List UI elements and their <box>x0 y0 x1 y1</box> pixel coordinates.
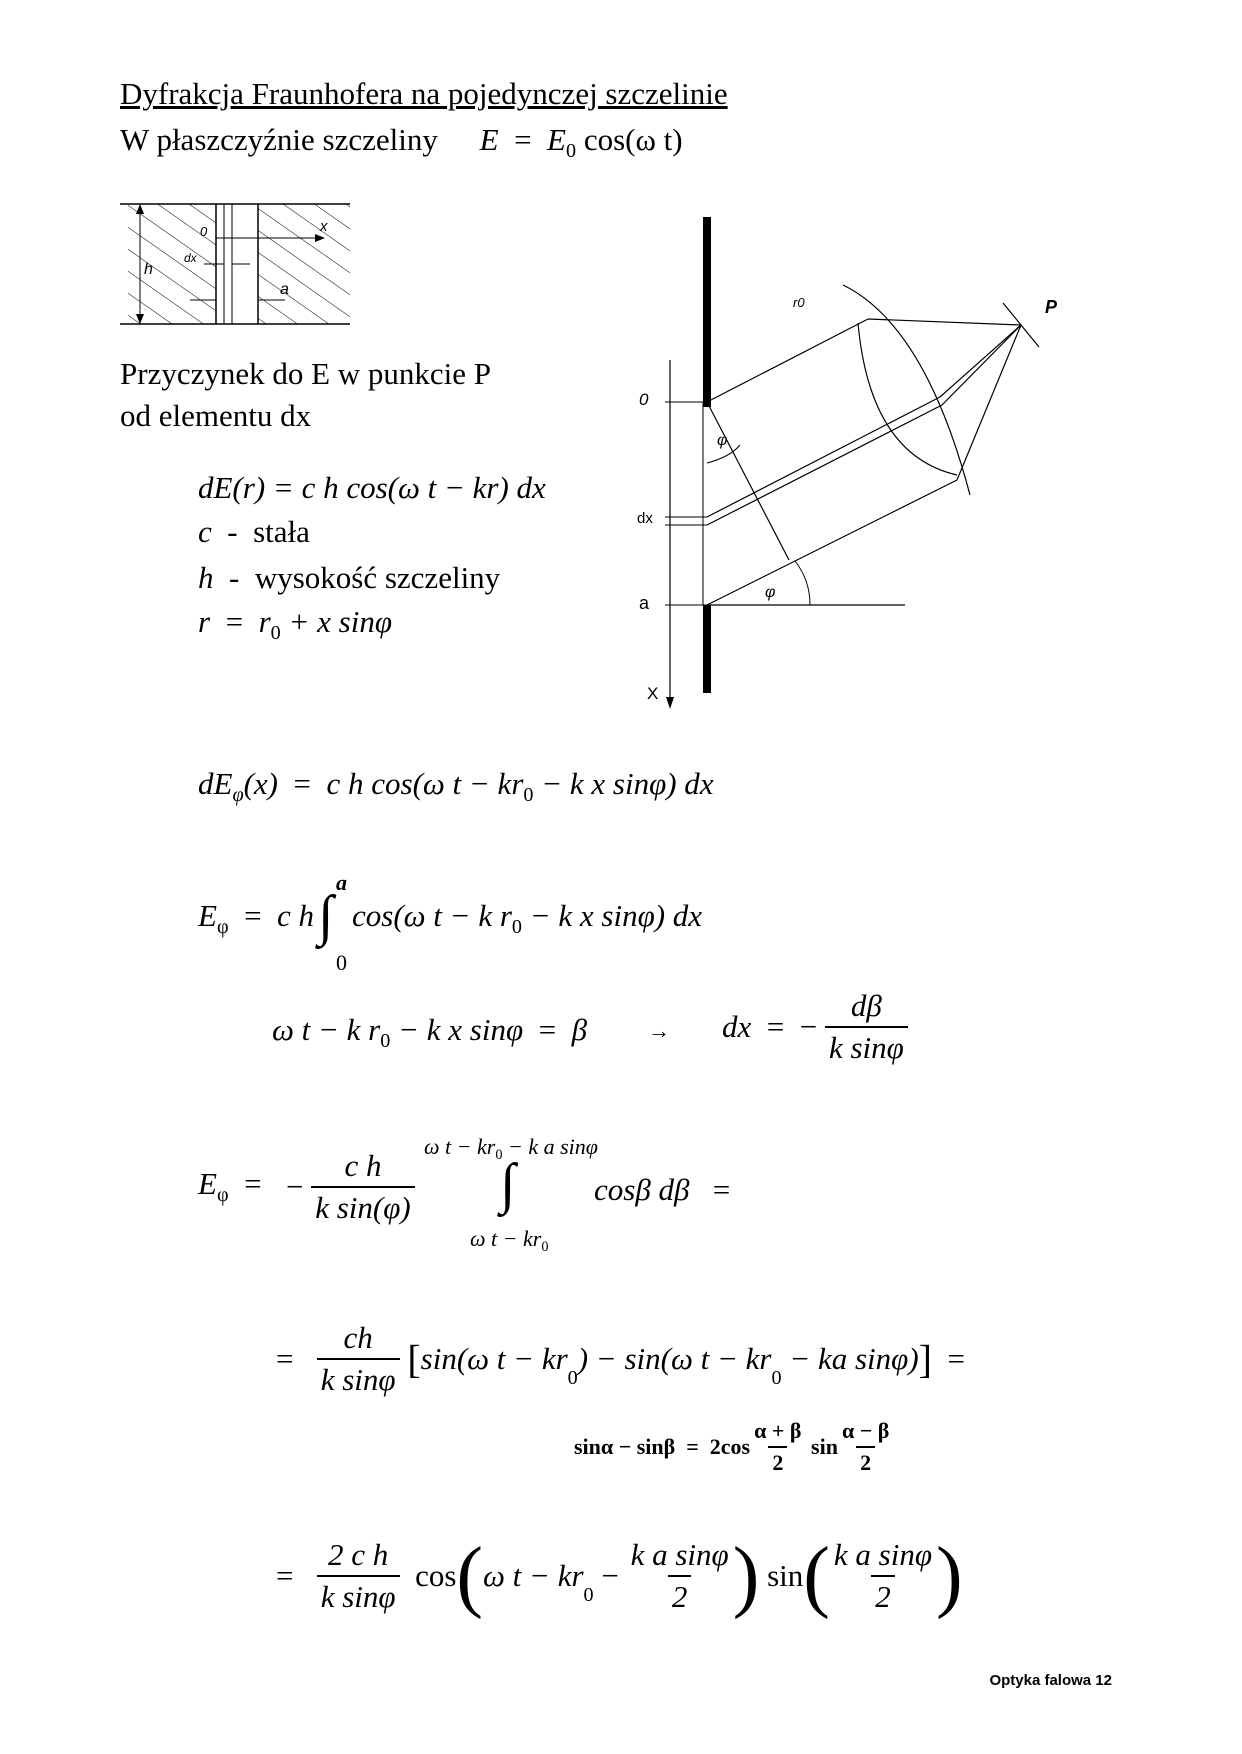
def-c: c - stała <box>198 514 310 549</box>
eq-E-phi-coef: − $\frac{\text{c h}}{\text{k sin(φ)}}$ <box>286 1148 415 1226</box>
def-r: $r = r_0 + x$ sinφ <box>198 604 392 645</box>
eq-beta-definition: ω t − k $r_0 - k$ x sinφ = β <box>272 1012 588 1053</box>
label-phi-bottom: φ <box>765 584 776 601</box>
frac-ch-ksin: $\frac{\text{c h}}{\text{k sin(φ)}}$ <box>311 1148 414 1226</box>
slit-plane-text: W płaszczyźnie szczeliny <box>120 122 438 157</box>
int2-lower-limit: ω $t - kr_0$ <box>470 1226 549 1255</box>
int2-integrand: cosβ dβ = <box>594 1172 731 1207</box>
label-point-P: P <box>1045 297 1058 317</box>
diffraction-geometry-figure <box>625 205 1100 715</box>
int1-upper-limit: a <box>336 870 347 895</box>
label-r0: r0 <box>793 295 805 310</box>
frac-kasinphi-2-b: $\frac{\text{k a sinφ}}{2}$ <box>833 1537 933 1614</box>
eq-dE-r: dE(r) = c h cos(ω t − kr) dx <box>198 470 546 505</box>
contribution-line-1: Przyczynek do E w punkcie P <box>120 356 492 391</box>
frac-alpha-plus-beta: $\frac{\alpha + \beta}{2}$ <box>754 1418 802 1475</box>
slit-label-a: a <box>280 281 289 298</box>
label-phi-top: φ <box>717 432 728 449</box>
eq-dE-phi: $dE_\varphi(x) = c$ h cos(ω $t - kr_0 - k$ x sinφ) dx <box>198 766 714 807</box>
slit-label-dx: dx <box>184 251 197 265</box>
page-footer: Optyka falowa 12 <box>989 1672 1112 1689</box>
eq-dx-dbeta: dx = − $\frac{d\beta}{\text{k sinφ}}$ <box>722 988 908 1066</box>
eq-final-result: = $\frac{\text{2 c h}}{\text{k sinφ}}$ cos(ω $t - kr_0$ − $\frac{\text{k a sinφ}}{2}$ ) sin( $\frac{\text{k a sinφ}}{2}$ ) <box>276 1532 963 1620</box>
integral-sign-1: ∫ <box>318 885 334 947</box>
slit-plane-formula: $E = E_0$ cos(ω t) <box>479 122 683 163</box>
frac-2ch-ksinphi: $\frac{\text{2 c h}}{\text{k sinφ}}$ <box>317 1537 400 1615</box>
int1-lower-limit: 0 <box>336 950 347 975</box>
eq-E-phi-lhs: $E_\varphi$ = <box>198 1166 262 1207</box>
slit-cross-section-figure <box>120 200 355 330</box>
slit-label-x: x <box>320 218 328 235</box>
def-h: h - wysokość szczeliny <box>198 560 501 595</box>
label-axis-X: X <box>647 684 659 703</box>
label-axis-0: 0 <box>639 390 649 409</box>
label-axis-a: a <box>639 593 650 613</box>
arrow-implies: → <box>648 1018 670 1043</box>
frac-kasinphi-2-a: $\frac{\text{k a sinφ}}{2}$ <box>630 1537 729 1614</box>
frac-alpha-minus-beta: $\frac{\alpha - \beta}{2}$ <box>841 1418 890 1475</box>
eq-sin-difference: = $\frac{ch}{\text{k sinφ}}$ [sin(ω $t - kr_0) - \sin(\omega$ $t - kr_0$ − ka sinφ)] = <box>276 1320 965 1397</box>
frac-ch-ksinphi: $\frac{ch}{\text{k sinφ}}$ <box>317 1320 400 1398</box>
right-wall-hatch <box>258 204 350 324</box>
page-title: Dyfrakcja Fraunhofera na pojedynczej szczelinie <box>120 76 728 111</box>
int1-integrand: cos(ω t − k $r_0 - k$ x sinφ) dx <box>352 898 703 939</box>
lens-left-arc <box>858 323 957 475</box>
frac-dbeta-ksinphi: $\frac{d\beta}{\text{k sinφ}}$ <box>825 988 908 1066</box>
label-axis-dx: dx <box>637 510 653 527</box>
int2-upper-limit: ω $t - kr_0 - k$ a sinφ <box>424 1134 598 1163</box>
trig-identity: sinα − sinβ = 2cos $\frac{\alpha + \beta}{2}$ sin $\frac{\alpha - \beta}{2}$ <box>574 1418 893 1476</box>
lens-right-arc <box>843 285 970 495</box>
slit-label-0: 0 <box>200 224 208 239</box>
eq-E-phi-integral: $E_\varphi = c$ h <box>198 898 315 939</box>
left-wall-hatch <box>128 204 216 324</box>
slit-plane-equation <box>120 122 683 163</box>
contribution-line-2: od elementu dx <box>120 398 312 433</box>
integral-sign-2: ∫ <box>500 1153 516 1215</box>
slit-label-h: h <box>144 261 153 278</box>
